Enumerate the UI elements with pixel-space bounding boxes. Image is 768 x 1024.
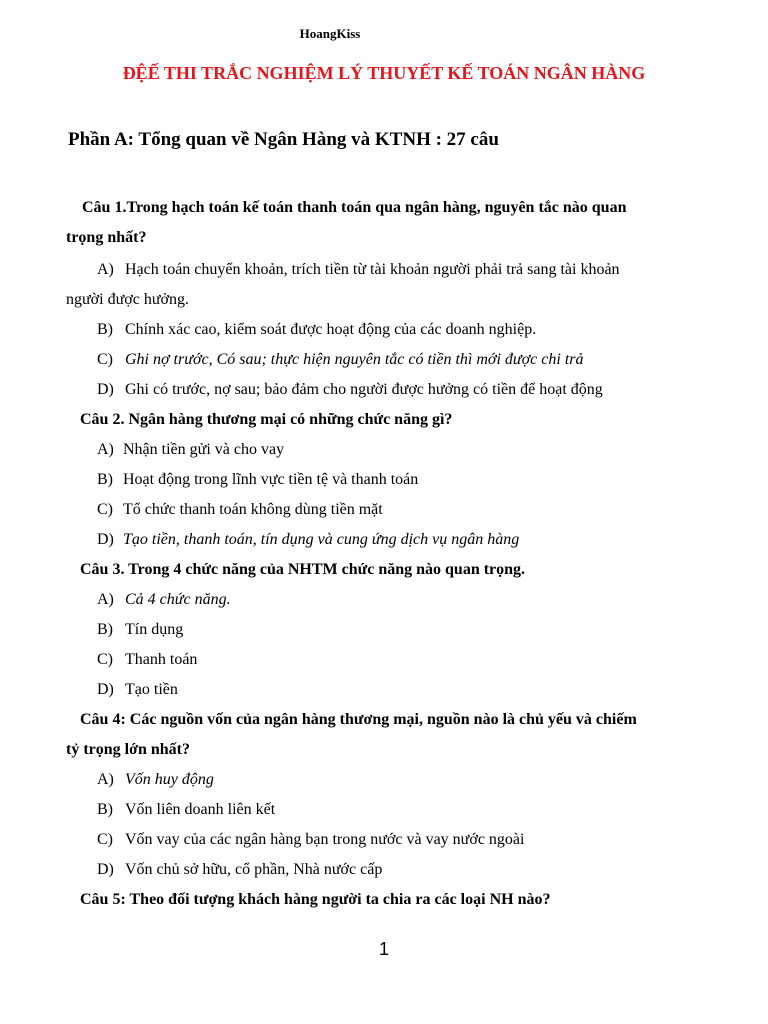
- section-title: Phần A: Tổng quan về Ngân Hàng và KTNH : 27 câu: [68, 129, 499, 150]
- answer-option: [0, 255, 768, 315]
- question-line: Câu 2. Ngân hàng thương mại có những chức năng gì?: [80, 411, 453, 428]
- question-block: [0, 405, 768, 555]
- answer-option: [0, 795, 768, 825]
- question-line-continued: trọng nhất?: [66, 229, 147, 246]
- option-text: Tín dụng: [125, 621, 184, 638]
- question-block: [0, 705, 768, 885]
- question-line: Câu 1.Trong hạch toán kế toán thanh toán qua ngân hàng, nguyên tắc nào quan: [82, 199, 627, 216]
- answer-option: [0, 375, 768, 405]
- option-text: Nhận tiền gửi và cho vay: [123, 441, 285, 458]
- question-list: [0, 193, 768, 915]
- answer-option: [0, 825, 768, 855]
- option-text-continued: người được hưởng.: [66, 291, 189, 308]
- option-text: Vốn liên doanh liên kết: [125, 801, 276, 818]
- question-text: [0, 555, 768, 585]
- answer-option: [0, 675, 768, 705]
- question-block: [0, 193, 768, 405]
- author-name: HoangKiss: [299, 26, 361, 41]
- question-text: [0, 885, 768, 915]
- document-title: ĐỆẾ THI TRẮC NGHIỆM LÝ THUYẾT KẾ TOÁN NGÂN HÀNG: [122, 63, 646, 83]
- option-letter: D): [97, 381, 114, 398]
- answer-option: [0, 435, 768, 465]
- answer-option: [0, 615, 768, 645]
- option-letter: C): [97, 651, 113, 668]
- question-line: Câu 5: Theo đối tượng khách hàng người ta chia ra các loại NH nào?: [80, 891, 551, 908]
- option-letter: B): [97, 801, 113, 818]
- question-line: Câu 3. Trong 4 chức năng của NHTM chức năng nào quan trọng.: [80, 561, 526, 578]
- option-letter: D): [97, 681, 114, 698]
- option-letter: C): [97, 831, 113, 848]
- option-letter: B): [97, 621, 113, 638]
- question-text: [0, 705, 768, 765]
- answer-option-correct: [0, 765, 768, 795]
- option-letter: B): [97, 321, 113, 338]
- option-letter: A): [97, 771, 114, 788]
- answer-option: [0, 645, 768, 675]
- option-text: Chính xác cao, kiểm soát được hoạt động của các doanh nghiệp.: [125, 321, 537, 338]
- option-text: Tạo tiền: [125, 681, 178, 698]
- page-number: 1: [378, 939, 389, 959]
- question-text: [0, 405, 768, 435]
- answer-option: [0, 495, 768, 525]
- option-text: Tạo tiền, thanh toán, tín dụng và cung ứng dịch vụ ngân hàng: [123, 531, 520, 548]
- option-letter: D): [97, 531, 114, 548]
- option-text: Thanh toán: [125, 651, 198, 668]
- question-line-continued: tỷ trọng lớn nhất?: [66, 741, 190, 758]
- question-line: Câu 4: Các nguồn vốn của ngân hàng thương mại, nguồn nào là chủ yếu và chiếm: [80, 711, 637, 728]
- answer-option: [0, 855, 768, 885]
- answer-option: [0, 315, 768, 345]
- answer-option-correct: [0, 345, 768, 375]
- option-text: Ghi có trước, nợ sau; bảo đảm cho người được hưởng có tiền để hoạt động: [125, 381, 603, 398]
- question-text: [0, 193, 768, 253]
- option-letter: C): [97, 351, 113, 368]
- answer-option: [0, 465, 768, 495]
- answer-option-correct: [0, 525, 768, 555]
- option-text: Vốn huy động: [125, 771, 214, 788]
- option-text: Tổ chức thanh toán không dùng tiền mặt: [123, 501, 383, 518]
- option-text: Hoạt động trong lĩnh vực tiền tệ và thanh toán: [123, 471, 419, 488]
- question-block: [0, 885, 768, 915]
- option-letter: A): [97, 261, 114, 278]
- option-text: Ghi nợ trước, Có sau; thực hiện nguyên tắc có tiền thì mới được chi trả: [125, 351, 584, 368]
- option-text: Vốn chủ sở hữu, cổ phần, Nhà nước cấp: [125, 861, 383, 878]
- option-text: Vốn vay của các ngân hàng bạn trong nước và vay nước ngoài: [125, 831, 525, 848]
- option-letter: C): [97, 501, 113, 518]
- option-letter: D): [97, 861, 114, 878]
- option-text: Cả 4 chức năng.: [125, 591, 231, 608]
- answer-option-correct: [0, 585, 768, 615]
- option-letter: A): [97, 441, 114, 458]
- question-block: [0, 555, 768, 705]
- option-letter: A): [97, 591, 114, 608]
- option-letter: B): [97, 471, 113, 488]
- option-text: Hạch toán chuyển khoản, trích tiền từ tài khoản người phải trả sang tài khoản: [125, 261, 620, 278]
